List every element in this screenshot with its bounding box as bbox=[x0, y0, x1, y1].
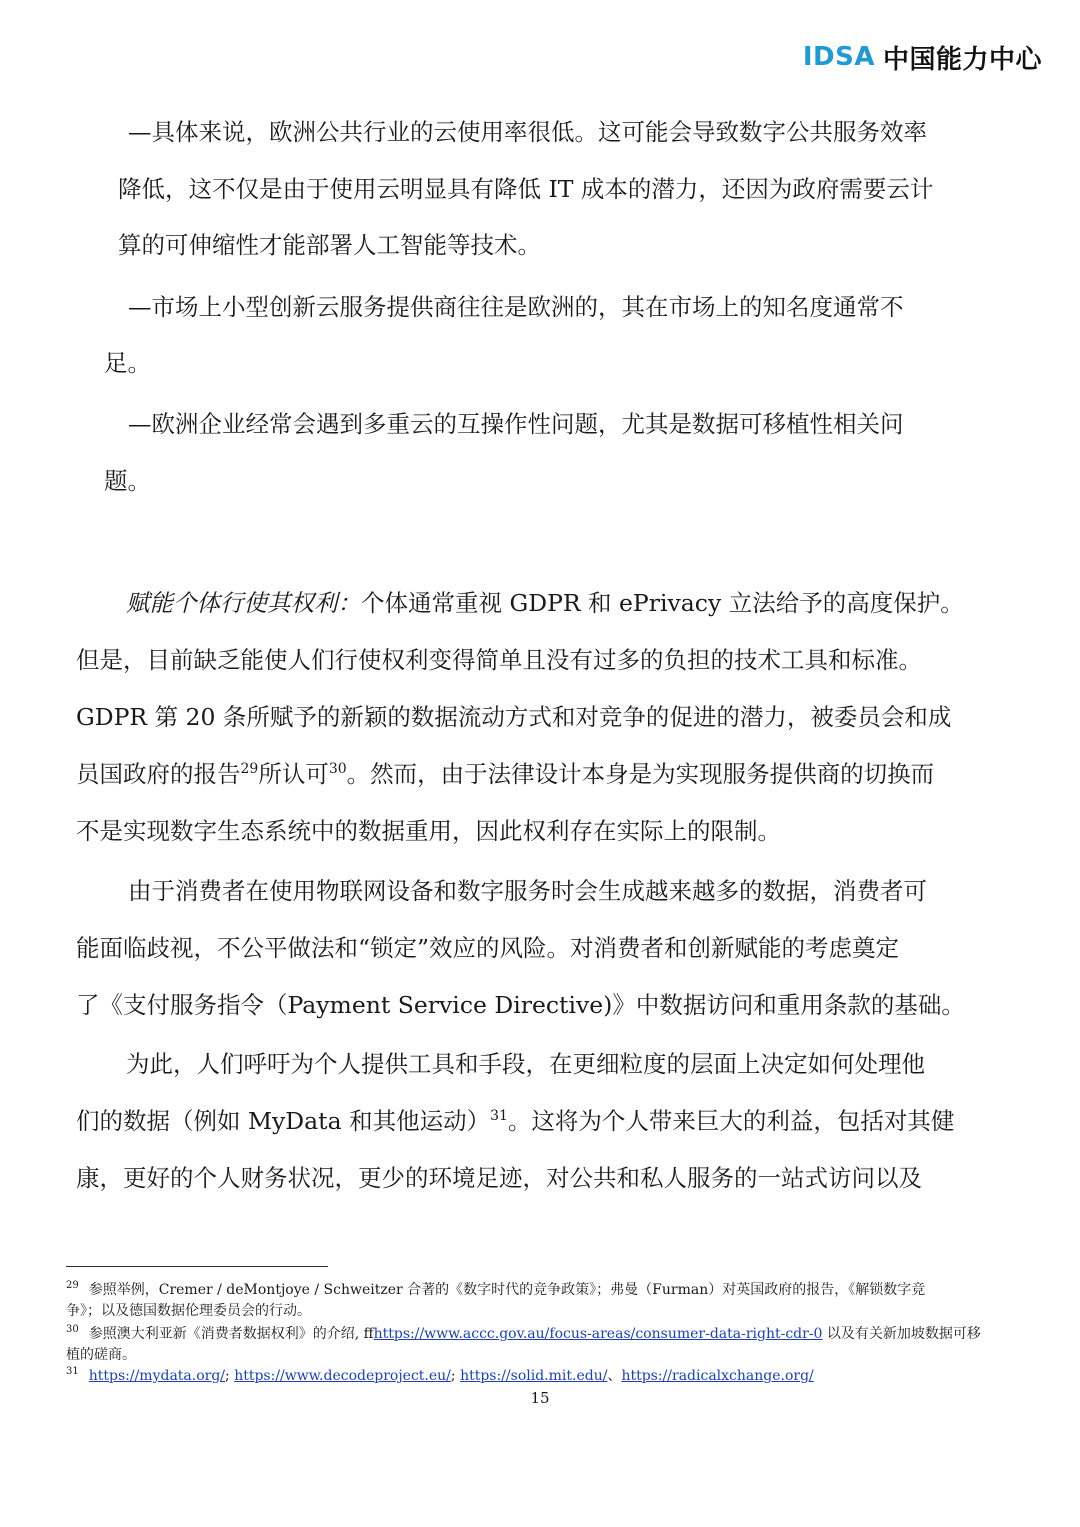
body-line bbox=[76, 759, 934, 789]
footnote-text: 参照澳大利亚新《消费者数据权利》的介绍, ff bbox=[88, 1326, 374, 1342]
body-line: 不是实现数字生态系统中的数据重用，因此权利存在实际上的限制。 bbox=[76, 817, 781, 845]
footnote-29 bbox=[66, 1280, 925, 1300]
body-line: GDPR 第 20 条所赋予的新颖的数据流动方式和对竞争的促进的潜力，被委员会和成 bbox=[76, 703, 952, 731]
footnote-30 bbox=[66, 1324, 981, 1344]
body-line: 算的可伸缩性才能部署人工智能等技术。 bbox=[118, 231, 541, 259]
body-text: 。然而，由于法律设计本身是为实现服务提供商的切换而 bbox=[346, 760, 935, 788]
section-heading-italic: 赋能个体行使其权利： bbox=[126, 589, 361, 617]
body-line: 但是，目前缺乏能使人们行使权利变得简单且没有过多的负担的技术工具和标准。 bbox=[76, 646, 922, 674]
footnote-text: 以及有关新加坡数据可移 bbox=[822, 1326, 981, 1342]
radicalxchange-link[interactable]: https://radicalxchange.org/ bbox=[621, 1368, 814, 1384]
body-line: 由于消费者在使用物联网设备和数字服务时会生成越来越多的数据，消费者可 bbox=[128, 877, 927, 905]
footnote-29-cont: 争》；以及德国数据伦理委员会的行动。 bbox=[66, 1303, 311, 1319]
footnote-text: 参照举例，Cremer / deMontjoye / Schweitzer 合著的《数字时代的竞争政策》；弗曼（Furman）对英国政府的报告，《解锁数字竞 bbox=[88, 1282, 926, 1298]
separator: ; bbox=[225, 1368, 235, 1384]
body-line: —具体来说，欧洲公共行业的云使用率很低。这可能会导致数字公共服务效率 bbox=[128, 118, 927, 146]
body-line: —市场上小型创新云服务提供商往往是欧洲的，其在市场上的知名度通常不 bbox=[128, 293, 904, 321]
footnote-ref-31[interactable]: 31 bbox=[490, 1108, 508, 1125]
footnote-30-cont: 植的磋商。 bbox=[66, 1347, 136, 1363]
body-text: 个体通常重视 GDPR 和 ePrivacy 立法给予的高度保护。 bbox=[361, 589, 964, 617]
solid-mit-link[interactable]: https://solid.mit.edu/ bbox=[460, 1368, 608, 1384]
body-text: 所认可 bbox=[258, 760, 329, 788]
body-line: 为此，人们呼吁为个人提供工具和手段，在更细粒度的层面上决定如何处理他 bbox=[126, 1050, 925, 1078]
logo-idsa-text: IDSA bbox=[802, 42, 875, 72]
footnote-31 bbox=[66, 1366, 814, 1386]
idsa-china-logo bbox=[803, 40, 1042, 74]
separator: ; bbox=[450, 1368, 461, 1384]
body-line: 题。 bbox=[104, 467, 151, 495]
body-line: —欧洲企业经常会遇到多重云的互操作性问题，尤其是数据可移植性相关问 bbox=[128, 410, 904, 438]
body-line bbox=[76, 1106, 954, 1136]
body-text: 。这将为个人带来巨大的利益，包括对其健 bbox=[507, 1107, 955, 1135]
footnote-mark: 30 bbox=[66, 1324, 79, 1336]
footnote-divider bbox=[66, 1266, 328, 1267]
accc-link[interactable]: https://www.accc.gov.au/focus-areas/consumer-data-right-cdr-0 bbox=[373, 1326, 823, 1342]
footnote-mark: 29 bbox=[66, 1280, 79, 1292]
body-line bbox=[126, 588, 964, 618]
body-line: 降低，这不仅是由于使用云明显具有降低 IT 成本的潜力，还因为政府需要云计 bbox=[118, 175, 934, 203]
body-line: 了《支付服务指令（Payment Service Directive)》中数据访问和重用条款的基础。 bbox=[76, 991, 965, 1019]
mydata-link[interactable]: https://mydata.org/ bbox=[88, 1368, 226, 1384]
body-line: 能面临歧视，不公平做法和“锁定”效应的风险。对消费者和创新赋能的考虑奠定 bbox=[76, 934, 900, 962]
body-line: 足。 bbox=[104, 349, 151, 377]
body-line: 康，更好的个人财务状况，更少的环境足迹，对公共和私人服务的一站式访问以及 bbox=[76, 1164, 922, 1192]
footnote-ref-29[interactable]: 29 bbox=[240, 761, 259, 778]
footnote-ref-30[interactable]: 30 bbox=[328, 761, 347, 778]
logo-chinese-text: 中国能力中心 bbox=[882, 44, 1042, 75]
separator: 、 bbox=[607, 1368, 622, 1384]
page-number: 15 bbox=[530, 1389, 550, 1407]
body-text: 员国政府的报告 bbox=[76, 760, 241, 788]
decodeproject-link[interactable]: https://www.decodeproject.eu/ bbox=[234, 1368, 451, 1384]
body-text: 们的数据（例如 MyData 和其他运动） bbox=[76, 1107, 491, 1135]
footnote-mark: 31 bbox=[66, 1366, 79, 1378]
